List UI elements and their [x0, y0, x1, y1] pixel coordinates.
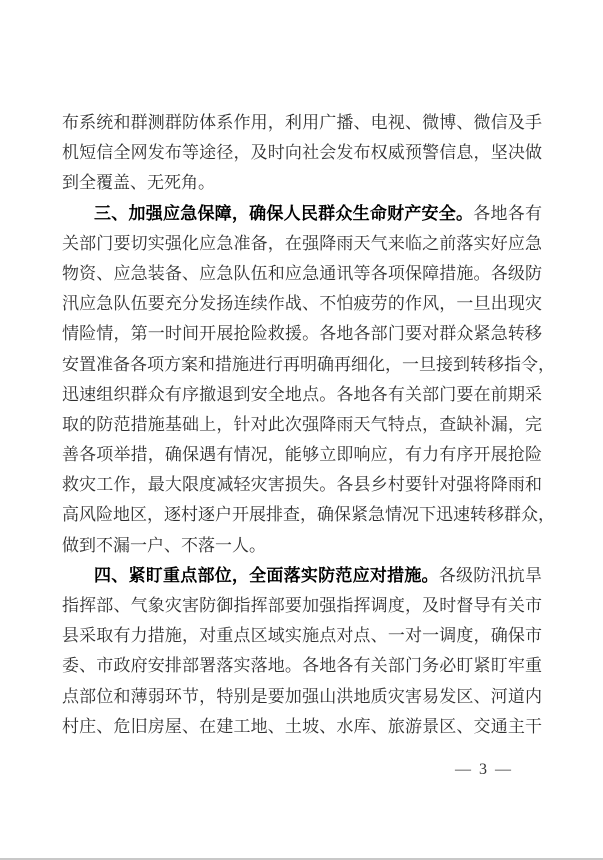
text-line	[62, 259, 542, 289]
body-text: 到全覆盖、无死角。	[62, 173, 215, 193]
body-text: 各级防汛抗旱	[438, 565, 543, 585]
body-text: 做到不漏一户、不落一人。	[62, 535, 266, 555]
text-line	[62, 168, 542, 198]
text-line	[62, 138, 542, 168]
text-line	[62, 289, 542, 319]
body-text: 委、市政府安排部署落实落地。各地各有关部门务必盯紧盯牢重	[62, 656, 542, 676]
section-heading-text: 三、加强应急保障，确保人民群众生命财产安全。	[94, 203, 474, 223]
text-line	[62, 199, 542, 229]
body-text: 救灾工作，最大限度减轻灾害损失。各县乡村要针对强将降雨和	[62, 475, 542, 495]
text-line	[62, 410, 542, 440]
text-line	[62, 682, 542, 712]
body-text: 关部门要切实强化应急准备，在强降雨天气来临之前落实好应急	[62, 233, 542, 253]
document-body	[62, 108, 555, 742]
body-text: 取的防范措施基础上，针对此次强降雨天气特点，查缺补漏，完	[62, 414, 542, 434]
body-text: 指挥部、气象灾害防御指挥部要加强指挥调度，及时督导有关市	[62, 596, 542, 615]
section-heading-text: 四、紧盯重点部位，全面落实防范应对措施。	[94, 565, 439, 585]
body-text: 县采取有力措施，对重点区域实施点对点、一对一调度，确保市	[62, 626, 542, 646]
text-line	[62, 591, 542, 621]
text-line	[62, 108, 542, 138]
body-text: 高风险地区，逐村逐户开展排查，确保紧急情况下迅速转移群众，	[62, 505, 555, 525]
body-text: 点部位和薄弱环节，特别是要加强山洪地质灾害易发区、河道内	[62, 686, 542, 706]
text-line	[62, 531, 542, 561]
text-line	[62, 319, 542, 349]
body-text: 情险情，第一时间开展抢险救援。各地各部门要对群众紧急转移	[62, 324, 542, 344]
body-text: 迅速组织群众有序撤退到安全地点。各地各有关部门要在前期采	[62, 384, 542, 404]
page-number: — 3 —	[455, 761, 513, 778]
text-line	[62, 651, 542, 681]
text-line	[62, 561, 542, 591]
text-line	[62, 621, 542, 651]
text-line	[62, 380, 542, 410]
text-line	[62, 350, 555, 380]
text-line	[62, 712, 542, 742]
body-text: 汛应急队伍要充分发扬连续作战、不怕疲劳的作风，一旦出现灾	[62, 294, 542, 314]
body-text: 安置准备各项方案和措施进行再明确再细化，一旦接到转移指令，	[62, 354, 555, 374]
body-text: 布系统和群测群防体系作用，利用广播、电视、微博、微信及手	[62, 113, 542, 132]
body-text: 物资、应急装备、应急队伍和应急通讯等各项保障措施。各级防	[62, 263, 542, 283]
body-text: 各地各有	[473, 203, 543, 223]
text-line	[62, 500, 555, 530]
text-line	[62, 229, 542, 259]
body-text: 机短信全网发布等途径，及时向社会发布权威预警信息，坚决做	[62, 143, 542, 163]
body-text: 村庄、危旧房屋、在建工地、土坡、水库、旅游景区、交通主干	[62, 716, 542, 736]
body-text: 善各项举措，确保遇有情况，能够立即响应，有力有序开展抢险	[62, 445, 542, 465]
text-line	[62, 470, 542, 500]
text-line	[62, 440, 542, 470]
